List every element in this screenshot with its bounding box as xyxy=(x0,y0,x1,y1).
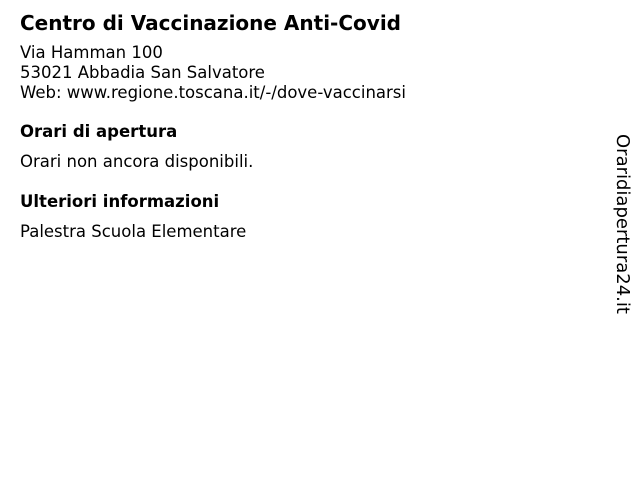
website-line: Web: www.regione.toscana.it/-/dove-vaccinarsi xyxy=(20,83,406,102)
address-block xyxy=(20,43,580,103)
more-info-text: Palestra Scuola Elementare xyxy=(20,222,247,241)
site-watermark: Oraridiapertura24.it xyxy=(612,134,633,314)
opening-hours-heading: Orari di apertura xyxy=(20,122,178,141)
place-info-card xyxy=(20,11,580,242)
place-title: Centro di Vaccinazione Anti-Covid xyxy=(20,11,401,35)
postal-city: 53021 Abbadia San Salvatore xyxy=(20,63,265,82)
street-address: Via Hamman 100 xyxy=(20,43,163,62)
opening-hours-text: Orari non ancora disponibili. xyxy=(20,152,254,171)
more-info-heading: Ulteriori informazioni xyxy=(20,192,220,211)
